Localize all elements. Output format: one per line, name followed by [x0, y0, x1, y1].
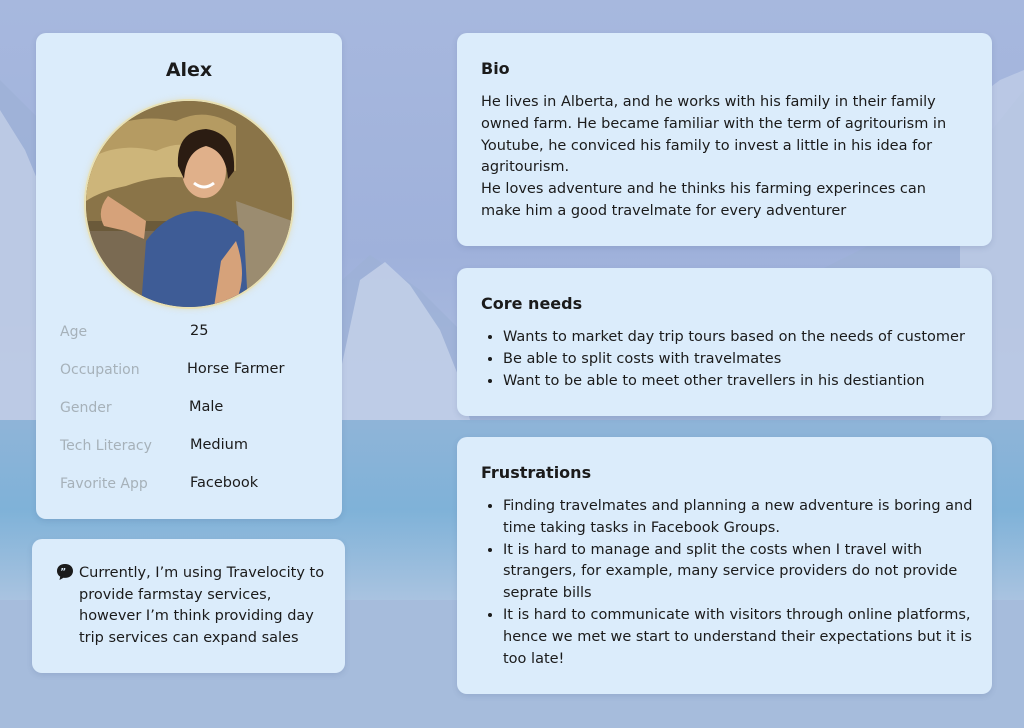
- attr-value-favorite-app: Facebook: [190, 475, 259, 491]
- bio-title: Bio: [481, 59, 510, 78]
- attr-value-tech-literacy: Medium: [190, 437, 248, 453]
- core-needs-list: [481, 327, 993, 392]
- svg-text:”: ”: [60, 567, 67, 578]
- bio-text: [481, 92, 969, 223]
- frustrations-card: [457, 437, 992, 694]
- list-item: • Finding travelmates and planning a new adventure is boring and time taking tasks in Facebook Groups.: [503, 496, 993, 540]
- attr-label-gender: Gender: [60, 400, 112, 416]
- attr-value-gender: Male: [189, 399, 224, 415]
- persona-name: Alex: [165, 59, 213, 81]
- list-item: • Want to be able to meet other travellers in his destiantion: [503, 371, 993, 393]
- frustrations-list: [481, 496, 993, 670]
- list-item: • It is hard to manage and split the costs when I travel with strangers, for example, many service providers do not provide seprate bills: [503, 540, 993, 605]
- bio-paragraph: He lives in Alberta, and he works with his family in their family owned farm. He became familiar with the term of agritourism in Youtube, he conviced his family to invest a little in his idea for agritourism.: [481, 94, 947, 176]
- attr-value-age: 25: [190, 323, 209, 339]
- attr-label-age: Age: [60, 324, 88, 340]
- bio-card: [457, 33, 992, 246]
- core-needs-title: Core needs: [481, 294, 583, 313]
- attr-label-occupation: Occupation: [60, 362, 140, 378]
- bio-paragraph: He loves adventure and he thinks his farming experinces can make him a good travelmate for every adventurer: [481, 181, 926, 219]
- list-item: • Be able to split costs with travelmates: [503, 349, 993, 371]
- frustrations-title: Frustrations: [481, 463, 592, 482]
- speech-bubble-quote-icon: [56, 563, 74, 581]
- attr-label-favorite-app: Favorite App: [60, 476, 148, 492]
- list-item: • Wants to market day trip tours based on the needs of customer: [503, 327, 993, 349]
- profile-card: [36, 33, 342, 519]
- persona-avatar: [86, 101, 292, 307]
- attr-value-occupation: Horse Farmer: [187, 361, 285, 377]
- attr-label-tech-literacy: Tech Literacy: [60, 438, 152, 454]
- quote-text: Currently, I’m using Travelocity to provide farmstay services, however I’m think providing day trip services can expand sales: [79, 565, 325, 647]
- list-item: • It is hard to communicate with visitors through online platforms, hence we met we start to understand their expectations but it is too late!: [503, 605, 993, 670]
- quote-card: [32, 539, 345, 673]
- core-needs-card: [457, 268, 992, 416]
